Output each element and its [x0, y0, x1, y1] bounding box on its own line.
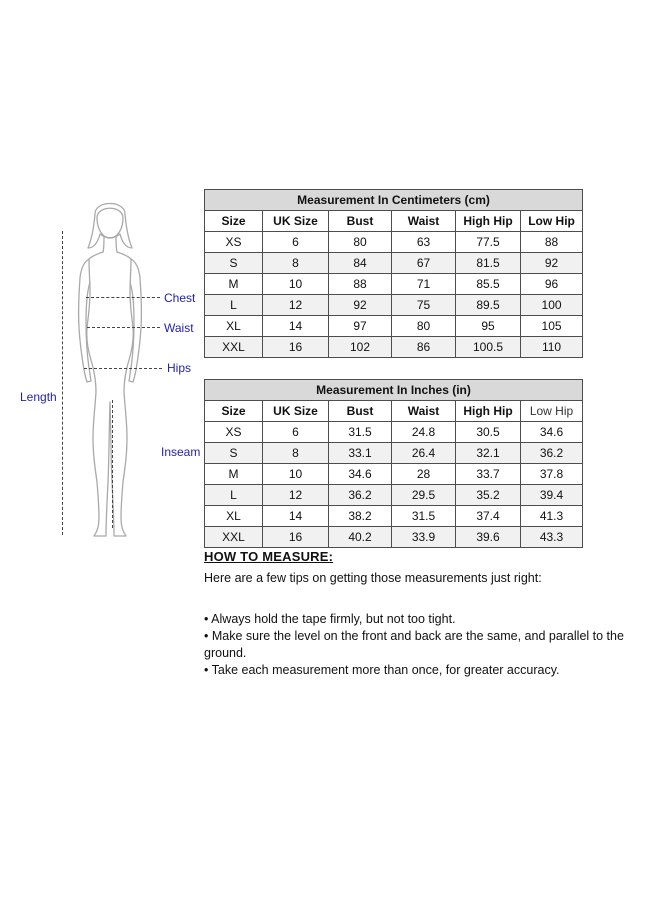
table-cell: 33.7 — [456, 464, 521, 485]
table-cell: 39.4 — [521, 485, 583, 506]
table-row — [205, 527, 583, 548]
table-cell: 8 — [263, 443, 329, 464]
table-cell: XL — [205, 506, 263, 527]
figure-hair — [88, 204, 132, 249]
table-cell: XL — [205, 316, 263, 337]
table-cell: 40.2 — [329, 527, 392, 548]
table-cell: 100.5 — [456, 337, 521, 358]
column-header: Waist — [392, 211, 456, 232]
table-cell: 36.2 — [521, 443, 583, 464]
table-cell: 110 — [521, 337, 583, 358]
table-cell: 84 — [329, 253, 392, 274]
column-header: Bust — [329, 211, 392, 232]
table-row — [205, 443, 583, 464]
column-header: High Hip — [456, 401, 521, 422]
inches-table-body — [205, 422, 583, 548]
table-cell: 86 — [392, 337, 456, 358]
chest-measure-line — [86, 297, 160, 298]
table-cell: 37.8 — [521, 464, 583, 485]
table-cell: 85.5 — [456, 274, 521, 295]
inches-table-title: Measurement In Inches (in) — [205, 380, 583, 401]
size-tables — [204, 189, 582, 548]
table-row — [205, 506, 583, 527]
column-header: Low Hip — [521, 401, 583, 422]
table-cell: 12 — [263, 485, 329, 506]
figure-neck — [103, 237, 117, 252]
table-cell: 33.9 — [392, 527, 456, 548]
table-cell: XS — [205, 422, 263, 443]
tip-item: • Take each measurement more than once, for greater accuracy. — [204, 662, 656, 679]
table-cell: 32.1 — [456, 443, 521, 464]
table-cell: 10 — [263, 274, 329, 295]
table-cell: 36.2 — [329, 485, 392, 506]
how-to-measure-heading: HOW TO MEASURE: — [204, 549, 334, 564]
column-header: UK Size — [263, 401, 329, 422]
table-row — [205, 464, 583, 485]
table-cell: 26.4 — [392, 443, 456, 464]
how-to-measure-intro: Here are a few tips on getting those measurements just right: — [204, 571, 542, 585]
column-header: Waist — [392, 401, 456, 422]
table-cell: 97 — [329, 316, 392, 337]
inches-size-table — [204, 379, 583, 548]
column-header: High Hip — [456, 211, 521, 232]
table-cell: 63 — [392, 232, 456, 253]
table-cell: 41.3 — [521, 506, 583, 527]
table-row — [205, 485, 583, 506]
table-cell: 81.5 — [456, 253, 521, 274]
table-cell: XXL — [205, 527, 263, 548]
table-row — [205, 232, 583, 253]
table-cell: S — [205, 443, 263, 464]
table-cell: 8 — [263, 253, 329, 274]
table-cell: 34.6 — [329, 464, 392, 485]
table-cell: 80 — [392, 316, 456, 337]
table-cell: 24.8 — [392, 422, 456, 443]
table-row — [205, 422, 583, 443]
table-cell: M — [205, 464, 263, 485]
table-cell: 28 — [392, 464, 456, 485]
length-label: Length — [20, 390, 57, 404]
table-cell: 30.5 — [456, 422, 521, 443]
table-cell: 75 — [392, 295, 456, 316]
header-row — [205, 401, 583, 422]
inseam-measure-line — [112, 400, 113, 528]
table-cell: 35.2 — [456, 485, 521, 506]
cm-table-body — [205, 232, 583, 358]
table-title-row — [205, 190, 583, 211]
hips-measure-line — [84, 368, 162, 369]
table-cell: 102 — [329, 337, 392, 358]
table-cell: 43.3 — [521, 527, 583, 548]
table-cell: 100 — [521, 295, 583, 316]
table-cell: 71 — [392, 274, 456, 295]
chest-label: Chest — [164, 291, 196, 305]
table-row — [205, 295, 583, 316]
table-cell: 88 — [329, 274, 392, 295]
table-cell: 29.5 — [392, 485, 456, 506]
table-cell: 38.2 — [329, 506, 392, 527]
table-cell: 92 — [329, 295, 392, 316]
table-row — [205, 316, 583, 337]
table-cell: 6 — [263, 422, 329, 443]
table-cell: 33.1 — [329, 443, 392, 464]
table-cell: XXL — [205, 337, 263, 358]
table-row — [205, 253, 583, 274]
column-header: Bust — [329, 401, 392, 422]
tips-list — [204, 611, 656, 679]
table-cell: L — [205, 485, 263, 506]
table-cell: 34.6 — [521, 422, 583, 443]
tip-item: • Always hold the tape firmly, but not too tight. — [204, 611, 656, 628]
table-title-row — [205, 380, 583, 401]
table-cell: 16 — [263, 337, 329, 358]
table-cell: 14 — [263, 316, 329, 337]
table-cell: 95 — [456, 316, 521, 337]
table-cell: 31.5 — [329, 422, 392, 443]
table-cell: 105 — [521, 316, 583, 337]
table-cell: L — [205, 295, 263, 316]
table-cell: 67 — [392, 253, 456, 274]
table-cell: 77.5 — [456, 232, 521, 253]
table-cell: 16 — [263, 527, 329, 548]
figure-torso-legs — [87, 252, 134, 536]
how-to-measure-section — [204, 549, 656, 679]
table-cell: 39.6 — [456, 527, 521, 548]
column-header: Low Hip — [521, 211, 583, 232]
table-cell: 10 — [263, 464, 329, 485]
header-row — [205, 211, 583, 232]
hips-label: Hips — [167, 361, 192, 375]
table-cell: 80 — [329, 232, 392, 253]
length-measure-line — [62, 231, 63, 535]
cm-table-title: Measurement In Centimeters (cm) — [205, 190, 583, 211]
table-cell: M — [205, 274, 263, 295]
column-header: Size — [205, 401, 263, 422]
table-row — [205, 274, 583, 295]
column-header: Size — [205, 211, 263, 232]
table-cell: 6 — [263, 232, 329, 253]
waist-label: Waist — [164, 321, 194, 335]
cm-size-table — [204, 189, 583, 358]
table-cell: 31.5 — [392, 506, 456, 527]
table-cell: 14 — [263, 506, 329, 527]
table-cell: 37.4 — [456, 506, 521, 527]
table-cell: 96 — [521, 274, 583, 295]
figure-head — [97, 208, 123, 238]
table-cell: S — [205, 253, 263, 274]
inseam-label: Inseam — [161, 445, 201, 459]
tip-item: • Make sure the level on the front and back are the same, and parallel to the ground. — [204, 628, 656, 662]
table-cell: 88 — [521, 232, 583, 253]
table-cell: 92 — [521, 253, 583, 274]
waist-measure-line — [87, 327, 160, 328]
table-row — [205, 337, 583, 358]
table-cell: 12 — [263, 295, 329, 316]
column-header: UK Size — [263, 211, 329, 232]
table-cell: XS — [205, 232, 263, 253]
table-cell: 89.5 — [456, 295, 521, 316]
